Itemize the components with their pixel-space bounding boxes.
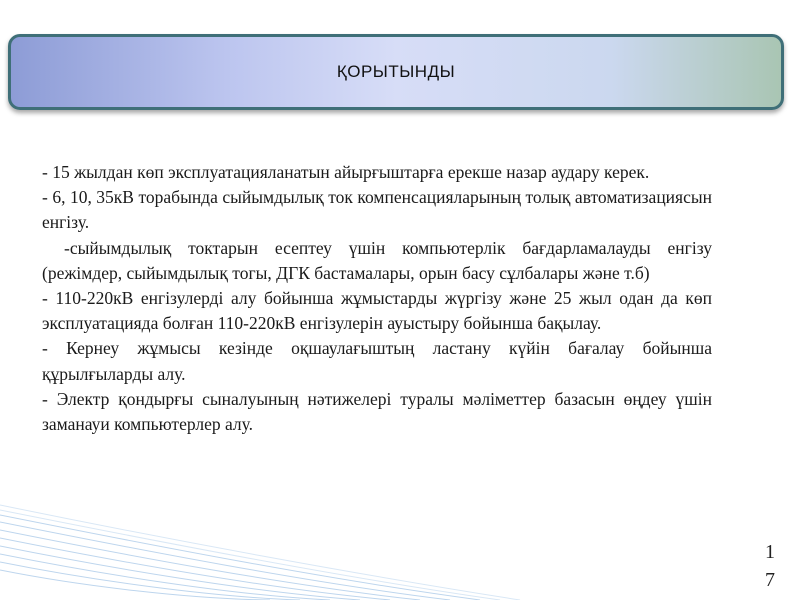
- conclusion-item-3: -сыйымдылық токтарын есептеу үшін компьютерлік бағдарламалауды енгізу (режімдер, сыйымдылық тогы, ДГК бастамалары, орын басу сұлбалары және т.б): [42, 237, 712, 283]
- conclusion-item-6: - Электр қондырғы сыналуының нәтижелері туралы мәліметтер базасын өңдеу үшін заманауи компьютерлер алу.: [42, 388, 712, 435]
- title-banner: [8, 34, 784, 110]
- page-number: 17: [765, 541, 775, 591]
- conclusion-item-5: - Кернеу жұмысы кезінде оқшаулағыштың ластану күйін бағалау бойынша құрылғыларды алу.: [42, 338, 712, 384]
- slide-title: ҚОРЫТЫНДЫ: [336, 62, 456, 81]
- conclusion-item-1: - 15 жылдан көп эксплуатацияланатын айырғыштарға ерекше назар аудару керек.: [42, 162, 650, 182]
- conclusion-item-2: - 6, 10, 35кВ торабында сыйымдылық ток компенсацияларының толық автоматизациясын енгізу.: [42, 187, 712, 233]
- conclusion-text: [42, 160, 712, 437]
- conclusion-item-4: - 110-220кВ енгізулерді алу бойынша жұмыстарды жүргізу және 25 жыл одан да көп эксплуатацияда болған 110-220кВ енгізулерін ауыстыру бойынша бақылау.: [42, 288, 712, 334]
